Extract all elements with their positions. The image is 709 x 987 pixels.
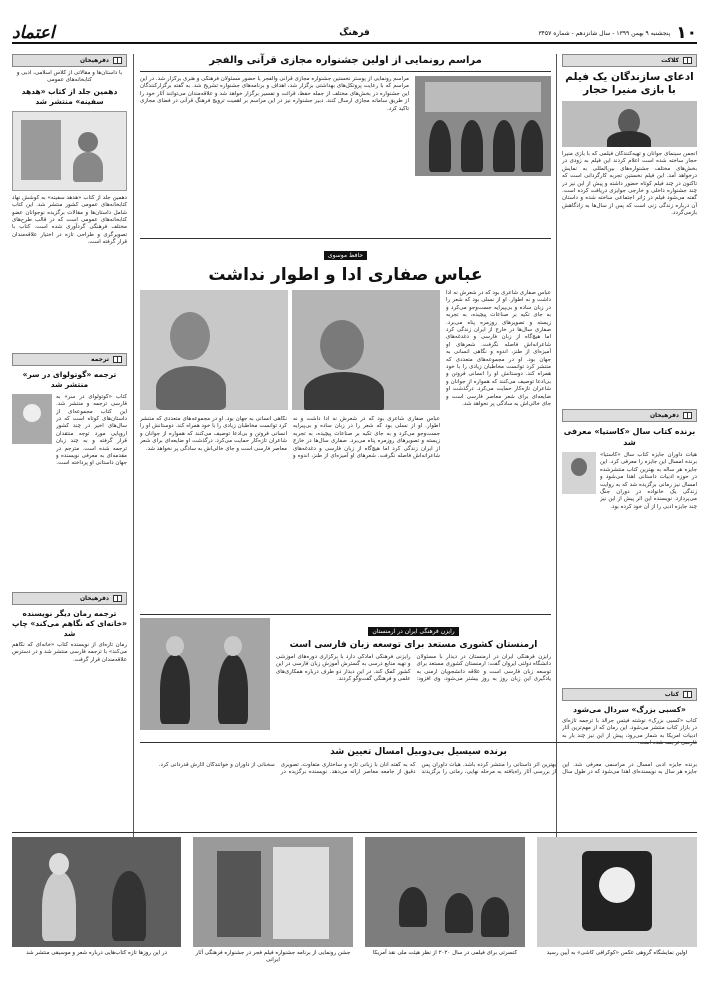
novel-label-box: [12, 592, 127, 605]
strip-item-exhibition: [537, 837, 697, 957]
box-label: دفرهیخان: [649, 412, 679, 419]
box-label: دفرهیخان: [79, 57, 109, 64]
left-label-box: [12, 54, 127, 67]
column-rule: [133, 54, 134, 889]
main-body-col2: عباس صفاری شاعری بود که در شعرش نه ادا داشت و نه اطوار. او از نسلی بود که شعر را در زبان ساده و بی‌پیرایه جست‌وجو می‌کرد و به جای تکیه بر صناعات پیچیده، به تجربه زیسته و تصویرهای روزمره پناه می‌برد. صفاری سال‌ها در خارج از ایران زندگی کرد اما هیچ‌گاه از زبان فارسی و دغدغه‌های شاعرانه‌اش فاصله نگرفت. شعرهای او آمیزه‌ای از طنز، اندوه و نگاهی انسانی به جهان بود. او در مجموعه‌های متعددی که منتشر کرد توانست مخاطبان زیادی را با خود همراه کند. دوستانش او را انسانی فروتن و بی‌ادعا توصیف می‌کنند که همواره از جوانان و شاعران تازه‌کار حمایت می‌کرد. درگذشت او ضایعه‌ای برای شعر معاصر فارسی است و جای خالی‌اش به سادگی پر نخواهد شد.: [140, 416, 440, 460]
hodhod-body: دهمین جلد از کتاب «هدهد سفینه» به کوشش نهاد کتابخانه‌های عمومی کشور منتشر شد. این کتاب شامل داستان‌ها و مقالات برگزیده نوجوانان عضو کتابخانه‌های عمومی است که در قالب طرح‌های مختلف فرهنگی گردآوری شده است. کتاب با تصویرگری و طراحی تازه در اختیار علاقه‌مندان قرار گرفته است.: [12, 194, 127, 246]
prize-body: برنده جایزه ادبی امسال در مراسمی معرفی شد. این جایزه هر سال به نویسنده‌ای اهدا می‌شود که در طول سال بهترین اثر داستانی را منتشر کرده باشد. هیات داوران پس از بررسی آثار راه‌یافته به مرحله نهایی، رمانی را برگزیدند که به گفته آنان با زبانی تازه و ساختاری متفاوت، تصویری دقیق از جامعه معاصر ارائه می‌دهد. نویسنده برگزیده در سخنانی از داوران و خوانندگان آثارش قدردانی کرد.: [158, 762, 697, 776]
safari-portrait-2: [140, 290, 288, 410]
page-number: ۱۰: [676, 23, 697, 43]
festival-books: [193, 837, 353, 947]
box-label: کلاکت: [661, 57, 679, 64]
book-icon: [113, 57, 122, 64]
masthead: [12, 24, 697, 44]
left-column: [12, 54, 127, 704]
translation-story: [12, 394, 127, 584]
hodhod-subhead: با داستان‌ها و مقالاتی از کلاس اسلامی، ادبی و کتابخانه‌های عمومی: [16, 70, 123, 84]
box-label: کتاب: [664, 691, 679, 698]
hodhod-headline: دهمین جلد از کتاب «هدهد سفینه» منتشر شد: [21, 86, 118, 106]
issue-block: [538, 23, 697, 43]
armenia-headline: ارمنستان کشوری مستعد برای توسعه زبان فارسی است: [289, 640, 538, 650]
translation-headline: ترجمه «گوتولوای در سر» منتشر شد: [22, 369, 117, 389]
film-still: [365, 837, 525, 947]
gatsby-headline: «کسبی بزرگ» سردال می‌شود: [573, 705, 686, 714]
section-name: فرهنگ: [339, 28, 370, 38]
novel-body: رمان تازه‌ای از نویسنده کتاب «خانه‌ای که نگاهم می‌کند» با ترجمه فارسی منتشر شد و در دسترس علاقه‌مندان قرار گرفت.: [12, 641, 127, 663]
armenia-meeting-photo: [140, 618, 270, 730]
clacket-label-box: [562, 54, 697, 67]
book-label-box-2: [562, 688, 697, 701]
main-story: [140, 238, 551, 610]
author-photo: [562, 452, 596, 494]
book-icon: [113, 356, 122, 363]
novel-headline: ترجمه رمان دیگر نویسنده «خانه‌ای که نگاهم می‌کند» چاپ شد: [12, 608, 127, 638]
armenia-body: رایزن فرهنگی ایران در ارمنستان در دیدار با مسئولان دانشگاه دولتی ایروان گفت: ارمنستان کشوری مستعد برای توسعه زبان فارسی است و علاقه دانشجویان ارمنی به یادگیری این زبان روز به روز بیشتر می‌شود. وی افزود: رایزنی فرهنگی آمادگی دارد با برگزاری دوره‌های آموزشی و تهیه منابع درسی به گسترش آموزش زبان فارسی در این کشور کمک کند. در این دیدار دو طرف درباره همکاری‌های علمی و فرهنگی گفت‌وگو کردند.: [276, 654, 551, 683]
book-icon: [113, 595, 122, 602]
top-story: [140, 54, 551, 234]
strip-caption: کنسرتی برای فیلمی در سال ۲۰۲۰ از نظر هیئت ملی نقد آمریکا: [372, 950, 518, 956]
film-story: [562, 71, 697, 97]
strip-caption: در این روزها تازه کتاب‌هایی درباره شعر و موسیقی منتشر شد: [26, 950, 167, 956]
strip-caption: جشن رونمایی از برنامه جشنواره فیلم فجر در جشنواره فرهنگی آثار ایرانی: [195, 950, 351, 963]
armenia-story: [140, 614, 551, 738]
translation-label-box: [12, 353, 127, 366]
book-icon: [683, 691, 692, 698]
book-cover-illustration: [12, 111, 127, 191]
exhibition-poster: [537, 837, 697, 947]
kastia-headline: برنده کتاب سال «کاستیا» معرفی شد: [563, 427, 696, 447]
book-icon: [683, 57, 692, 64]
actress-photo: [562, 101, 697, 147]
main-kicker: حافظ موسوی: [324, 251, 367, 260]
main-headline: عباس صفاری ادا و اطوار نداشت: [208, 265, 483, 285]
gatsby-body: کتاب «کسبی بزرگ» نوشته فیتس جرالد با ترجمه تازه‌ای در بازار کتاب منتشر می‌شود. این رمان که از مهم‌ترین آثار ادبیات امریکا به شمار می‌رود، پیش از این نیز چند بار به فارسی ترجمه شده است.: [562, 718, 697, 747]
book-icon: [683, 412, 692, 419]
kastia-story: [562, 452, 697, 662]
box-label: دفرهیخان: [79, 594, 109, 602]
strip-item-film: [365, 837, 525, 957]
ceremony-photo: [415, 76, 551, 176]
translation-body: کتاب «گوتولوای در سر» به فارسی ترجمه و منتشر شد. این کتاب مجموعه‌ای از داستان‌های کوتاه است که در سال‌های اخیر در چند کشور اروپایی مورد توجه منتقدان قرار گرفته و به چند زبان ترجمه شده است. مترجم در مقدمه‌ای به معرفی نویسنده و جهان داستانی او پرداخته است.: [56, 393, 127, 467]
prize-story: [140, 742, 697, 828]
armenia-kicker: رایزن فرهنگی ایران در ارمنستان: [368, 627, 458, 636]
prize-headline: برنده سیسیل بی‌دوبیل امسال تعیین شد: [330, 747, 507, 757]
film-body: انجمن سینمای جوانان و تهیه‌کنندگان فیلمی که با بازی منیرا حجار ساخته شده است اعلام کردند این فیلم به زودی در بخش‌های مختلف جشنواره‌های بین‌المللی به نمایش درخواهد آمد. این فیلم نخستین تجربه کارگردانی است که تاکنون در چند فیلم کوتاه حضور داشته و پیش از این نیز در چند جشنواره داخلی و خارجی جوایزی دریافت کرده است. گفته می‌شود فیلم در ژانر اجتماعی ساخته شده و داستان آن درباره زندگی زنی است که پس از سال‌ها به زادگاهش بازمی‌گردد.: [562, 151, 697, 217]
strip-item-music: [12, 837, 181, 957]
film-headline: ادعای سازندگان یک فیلم با بازی منیرا حجار: [565, 71, 694, 96]
issue-info: پنجشنبه ۹ بهمن ۱۳۹۹ - سال شانزدهم - شماره ۳۴۵۷: [538, 29, 671, 37]
strip-item-festival: [193, 837, 353, 964]
translation-book-cover: [12, 394, 52, 444]
newspaper-logo: اعتماد: [12, 23, 55, 43]
strip-caption: اولین نمایشگاه گروهی عکس «کوکرافی کاشی» به آیین رسید: [546, 950, 688, 956]
safari-portrait-1: [292, 290, 440, 410]
bottom-photo-strip: [12, 832, 697, 974]
kastia-body: هیات داوران جایزه کتاب سال «کاستیا» برنده امسال این جایزه را معرفی کرد. این جایزه هر ساله به بهترین کتاب منتشرشده در حوزه ادبیات داستانی اهدا می‌شود و امسال نیز رمانی برگزیده شد که به روایت زندگی یک خانواده در دوران جنگ می‌پردازد. نویسنده این اثر پیش از این نیز چند جایزه ادبی را از آن خود کرده بود.: [600, 452, 697, 510]
book-label-box: [562, 409, 697, 422]
box-label: ترجمه: [91, 355, 109, 363]
top-story-body: مراسم رونمایی از پوستر نخستین جشنواره مجازی قرآنی والفجر با حضور مسئولان فرهنگی و هنری برگزار شد. در این مراسم که با رعایت پروتکل‌های بهداشتی برگزار شد، اهداف و برنامه‌های جشنواره تشریح شد. به گفته برگزارکنندگان این جشنواره در بخش‌های مختلف از جمله حفظ، قرائت و تفسیر برگزار خواهد شد و علاقه‌مندان می‌توانند آثار خود را از طریق سامانه مجازی ارسال کنند. دبیر جشنواره نیز در این مراسم بر اهمیت ترویج فرهنگ قرآنی در فضای مجازی تاکید کرد.: [140, 76, 409, 112]
right-column: [562, 54, 697, 798]
main-body-col1: عباس صفاری شاعری بود که در شعرش نه ادا داشت و نه اطوار. او از نسلی بود که شعر را در زبان ساده و بی‌پیرایه جست‌وجو می‌کرد و به جای تکیه بر صناعات پیچیده، به تجربه زیسته و تصویرهای روزمره پناه می‌برد. صفاری سال‌ها در خارج از ایران زندگی کرد اما هیچ‌گاه از زبان فارسی و دغدغه‌های شاعرانه‌اش فاصله نگرفت. شعرهای او آمیزه‌ای از طنز، اندوه و نگاهی انسانی به جهان بود. او در مجموعه‌های متعددی که منتشر کرد توانست مخاطبان زیادی را با خود همراه کند. دوستانش او را انسانی فروتن و بی‌ادعا توصیف می‌کنند که همواره از جوانان و شاعران تازه‌کار حمایت می‌کرد. درگذشت او ضایعه‌ای برای شعر معاصر فارسی است و جای خالی‌اش به سادگی پر نخواهد شد.: [446, 290, 551, 408]
music-photo: [12, 837, 181, 947]
top-story-headline: مراسم رونمایی از اولین جشنواره مجازی قرآنی والفجر: [140, 54, 551, 72]
